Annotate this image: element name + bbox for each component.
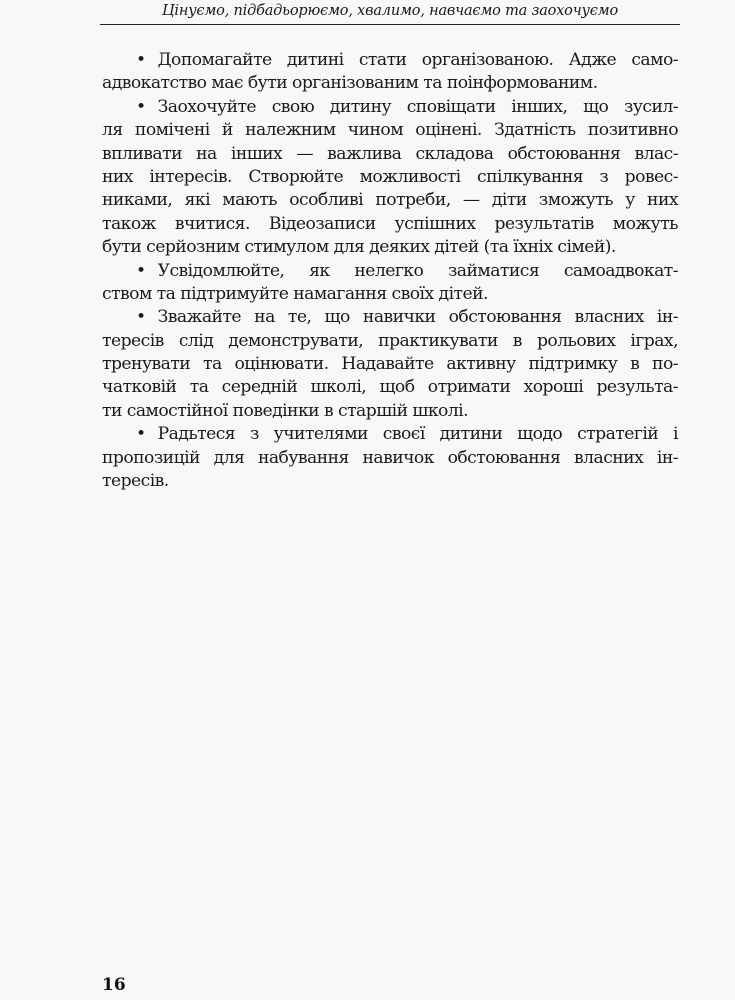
bullet-line — [102, 96, 678, 119]
text-line — [102, 236, 678, 259]
line-text: пропозицій для набування навичок обстоювання власних ін- — [102, 447, 678, 468]
line-text: впливати на інших — важлива складова обстоювання влас- — [102, 143, 678, 164]
text-line — [102, 166, 678, 189]
bullet-icon: • — [136, 307, 146, 328]
text-line — [102, 72, 678, 95]
text-line — [102, 119, 678, 142]
line-text: ством та підтримуйте намагання своїх дітей. — [102, 283, 488, 304]
text-line — [102, 447, 678, 470]
line-text: Допомагайте дитині стати організованою. Адже само- — [157, 50, 678, 70]
line-text: тренувати та оцінювати. Надавайте активну підтримку в по- — [102, 354, 678, 375]
bullet-paragraph — [102, 49, 678, 96]
line-text: також вчитися. Відеозаписи успішних результатів можуть — [102, 213, 678, 234]
bullet-icon: • — [136, 96, 146, 117]
bullet-paragraph — [102, 96, 678, 260]
bullet-line — [102, 306, 678, 329]
text-line — [102, 283, 678, 306]
text-line — [102, 143, 678, 166]
text-line — [102, 189, 678, 212]
bullet-line — [102, 49, 678, 72]
line-text: Радьтеся з учителями своєї дитини щодо стратегій і — [157, 424, 678, 445]
line-text: тересів. — [102, 471, 169, 492]
bullet-line — [102, 423, 678, 446]
line-text: бути серйозним стимулом для деяких дітей (та їхніх сімей). — [102, 237, 616, 258]
line-text: чатковій та середній школі, щоб отримати хороші результа- — [102, 377, 678, 398]
bullet-line — [102, 260, 678, 283]
bullet-icon: • — [136, 424, 146, 445]
line-text: ля помічені й належним чином оцінені. Здатність позитивно — [102, 120, 678, 141]
bullet-paragraph — [102, 306, 678, 423]
bullet-icon: • — [136, 50, 146, 70]
bullet-paragraph — [102, 260, 678, 307]
line-text: ти самостійної поведінки в старшій школі. — [102, 400, 469, 421]
line-text: Усвідомлюйте, як нелегко займатися самоадвокат- — [157, 260, 678, 281]
text-line — [102, 213, 678, 236]
page-number: 16 — [102, 975, 126, 995]
running-title: Цінуємо, підбадьорюємо, хвалимо, навчаємо та заохочуємо — [161, 3, 619, 19]
bullet-paragraph — [102, 423, 678, 493]
line-text: них інтересів. Створюйте можливості спілкування з ровес- — [102, 166, 678, 187]
line-text: Зважайте на те, що навички обстоювання власних ін- — [157, 307, 678, 328]
line-text: тересів слід демонструвати, практикувати в рольових іграх, — [102, 330, 678, 351]
line-text: никами, які мають особливі потреби, — діти зможуть у них — [102, 190, 678, 211]
line-text: Заохочуйте свою дитину сповіщати інших, що зусил- — [157, 96, 678, 117]
bullet-icon: • — [136, 260, 146, 281]
text-line — [102, 400, 678, 423]
text-line — [102, 376, 678, 399]
text-line — [102, 330, 678, 353]
body-text — [102, 49, 678, 493]
line-text: адвокатство має бути організованим та поінформованим. — [102, 73, 598, 94]
running-header — [100, 0, 680, 25]
text-line — [102, 470, 678, 493]
text-line — [102, 353, 678, 376]
